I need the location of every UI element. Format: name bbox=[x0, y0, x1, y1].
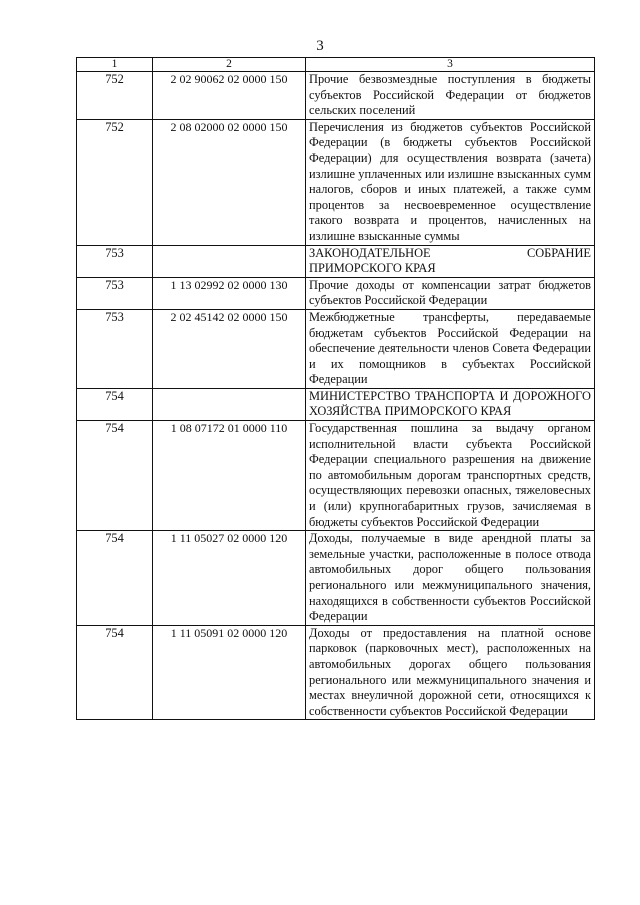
table-row bbox=[77, 388, 595, 420]
revenue-name-cell: Доходы, получаемые в виде арендной платы за земельные участки, расположенные в полосе отвода автомобильных дорог общего пользования регионального или межмуниципального значения, находящихся в собственности субъектов Российской Федерации bbox=[306, 531, 595, 626]
revenue-name-cell: Межбюджетные трансферты, передаваемые бюджетам субъектов Российской Федерации на обеспечение деятельности членов Совета Федерации и их помощников в субъектах Российской Федерации bbox=[306, 309, 595, 388]
administrator-heading-cell: МИНИСТЕРСТВО ТРАНСПОРТА И ДОРОЖНОГО ХОЗЯЙСТВА ПРИМОРСКОГО КРАЯ bbox=[306, 388, 595, 420]
revenue-code-cell: 1 11 05091 02 0000 120 bbox=[153, 625, 306, 720]
revenue-code-cell: 2 08 02000 02 0000 150 bbox=[153, 119, 306, 245]
admin-code-cell: 752 bbox=[77, 72, 153, 120]
column-header-admin: 1 bbox=[77, 58, 153, 72]
table-row bbox=[77, 625, 595, 720]
revenue-code-cell bbox=[153, 388, 306, 420]
administrator-heading-cell: ЗАКОНОДАТЕЛЬНОЕ СОБРАНИЕ ПРИМОРСКОГО КРАЯ bbox=[306, 245, 595, 277]
admin-code-cell: 754 bbox=[77, 531, 153, 626]
revenue-name-cell: Прочие безвозмездные поступления в бюджеты субъектов Российской Федерации от бюджетов сельских поселений bbox=[306, 72, 595, 120]
table-row bbox=[77, 119, 595, 245]
revenue-code-cell: 2 02 45142 02 0000 150 bbox=[153, 309, 306, 388]
revenue-name-cell: Перечисления из бюджетов субъектов Российской Федерации (в бюджеты субъектов Российской Федерации) для осуществления возврата (зачета) излишне уплаченных или излишне взысканных сумм налогов, сборов и иных платежей, а также сумм процентов за несвоевременное осуществление такого возврата и процентов, начисленных на излишне взысканные суммы bbox=[306, 119, 595, 245]
column-header-name: 3 bbox=[306, 58, 595, 72]
revenue-name-cell: Прочие доходы от компенсации затрат бюджетов субъектов Российской Федерации bbox=[306, 277, 595, 309]
table-row bbox=[77, 309, 595, 388]
admin-code-cell: 754 bbox=[77, 625, 153, 720]
column-header-code: 2 bbox=[153, 58, 306, 72]
table-row bbox=[77, 421, 595, 531]
revenue-name-cell: Доходы от предоставления на платной основе парковок (парковочных мест), расположенных на автомобильных дорогах общего пользования регионального или межмуниципального значения и местах внеуличной дорожной сети, относящихся к собственности субъектов Российской Федерации bbox=[306, 625, 595, 720]
revenue-codes-table bbox=[76, 57, 595, 720]
admin-code-cell: 752 bbox=[77, 119, 153, 245]
header-row bbox=[77, 58, 595, 72]
revenue-code-cell bbox=[153, 245, 306, 277]
admin-code-cell: 754 bbox=[77, 421, 153, 531]
revenue-name-cell: Государственная пошлина за выдачу органом исполнительной власти субъекта Российской Федерации специального разрешения на движение по автомобильным дорогам транспортных средств, осуществляющих перевозки опасных, тяжеловесных и (или) крупногабаритных грузов, зачисляемая в бюджеты субъектов Российской Федерации bbox=[306, 421, 595, 531]
admin-code-cell: 753 bbox=[77, 309, 153, 388]
table-header bbox=[77, 58, 595, 72]
admin-code-cell: 754 bbox=[77, 388, 153, 420]
page-number: 3 bbox=[316, 38, 324, 54]
revenue-code-cell: 1 08 07172 01 0000 110 bbox=[153, 421, 306, 531]
revenue-code-cell: 1 13 02992 02 0000 130 bbox=[153, 277, 306, 309]
table-body bbox=[77, 72, 595, 720]
admin-code-cell: 753 bbox=[77, 245, 153, 277]
revenue-code-cell: 1 11 05027 02 0000 120 bbox=[153, 531, 306, 626]
table-row bbox=[77, 277, 595, 309]
revenue-code-cell: 2 02 90062 02 0000 150 bbox=[153, 72, 306, 120]
table-row bbox=[77, 72, 595, 120]
admin-code-cell: 753 bbox=[77, 277, 153, 309]
table-row bbox=[77, 245, 595, 277]
table-row bbox=[77, 531, 595, 626]
